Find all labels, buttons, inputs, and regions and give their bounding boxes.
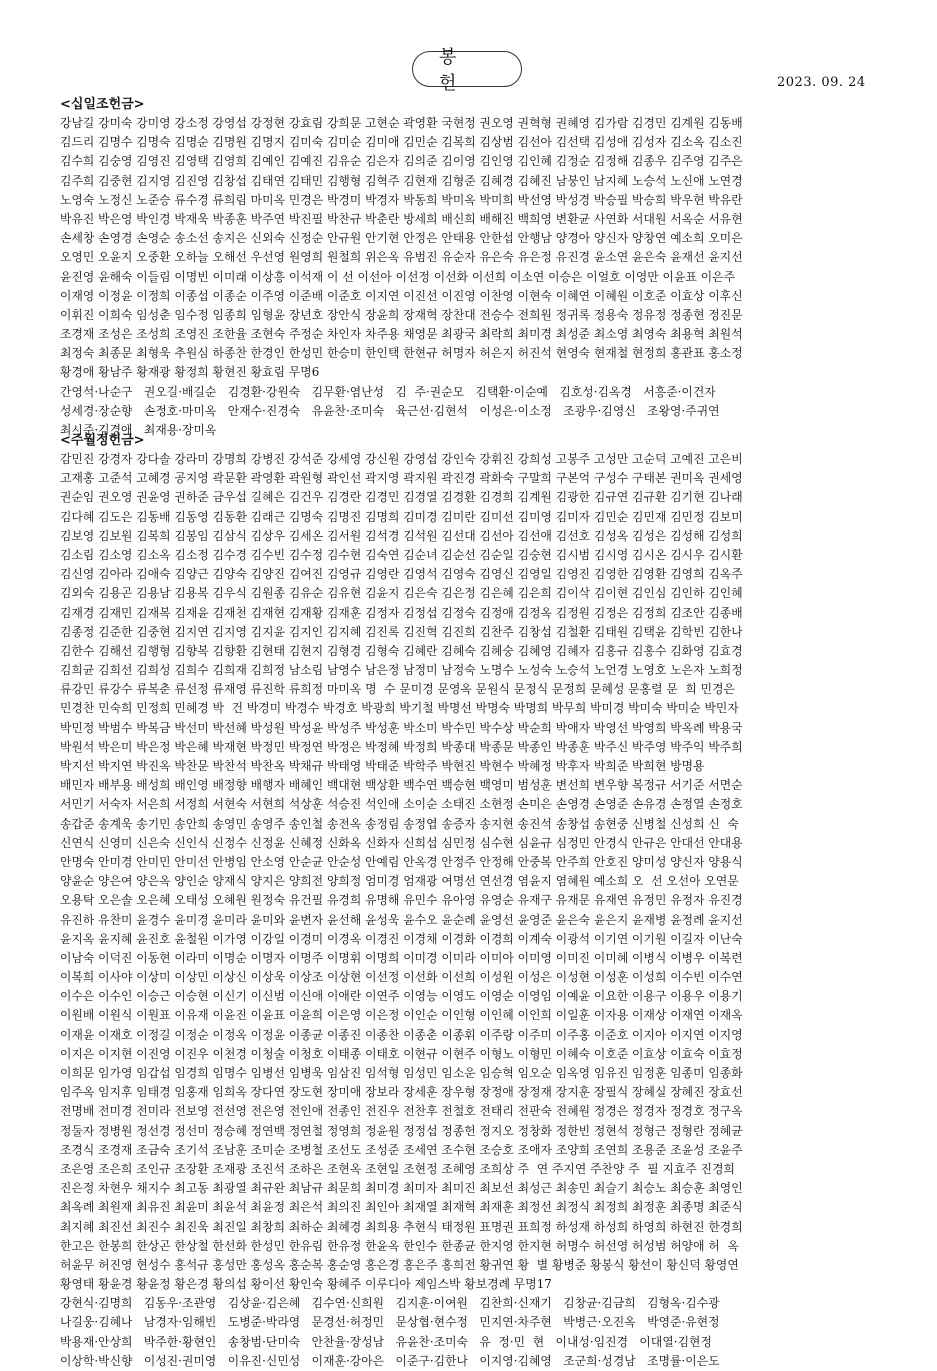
name-line: 권순임 권오영 권윤영 권하준 금우섭 길혜은 김건우 김경란 김경민 김경열 김경환 김경희 김계원 김광한 김규연 김규환 김기현 김나래 bbox=[60, 490, 743, 505]
name-line: 이원배 이원식 이원표 이유재 이윤진 이윤표 이윤희 이은영 이은정 이인순 이인형 이인혜 이인희 이일훈 이자용 이재상 이재연 이재옥 bbox=[60, 1008, 743, 1023]
page-title: 봉 헌 bbox=[412, 51, 522, 87]
name-line: 안명숙 안미경 안미민 안미선 안병임 안소영 안순균 안순성 안예림 안옥경 안정주 안정해 안중복 안주희 안호진 양미성 양신자 양용식 bbox=[60, 854, 743, 869]
name-line: 서민기 서숙자 서은희 서정희 서현숙 서현희 석상훈 석승진 석인애 소이순 소태진 소현정 손미은 손영경 손영준 손유경 손정열 손정호 bbox=[60, 797, 743, 812]
name-line: 고재홍 고준석 고혜경 공지영 곽문환 곽영환 곽원형 곽인선 곽지영 곽지원 곽진경 곽화숙 구말희 구본억 구성수 구태본 권미옥 권세영 bbox=[60, 471, 743, 486]
name-line: 노영숙 노정신 노준승 류수경 류희림 마미옥 민경은 박경미 박경자 박동희 박미옥 박미희 박선영 박성경 박승필 박승희 박우현 박유란 bbox=[60, 192, 743, 207]
section-heading: <주월정헌금> bbox=[60, 433, 145, 448]
name-line: 송갑준 송계욱 송기민 송안희 송영민 송영주 송인철 송전옥 송정림 송정엽 송증자 송지현 송진석 송창섭 송현중 신병철 신성희 신 숙 bbox=[60, 816, 739, 831]
name-line: 강남길 강미숙 강미영 강소정 강영섭 강정현 강효림 강희문 고현순 곽영환 국현정 권오영 권혁형 권혜영 김가람 김경민 김계원 김동배 bbox=[60, 116, 743, 130]
name-line: 김드리 김명수 김명숙 김명순 김명원 김명지 김미숙 김미순 김미애 김민순 김복희 김상범 김선아 김선택 김성애 김성자 김소옥 김소진 bbox=[60, 135, 743, 150]
name-line: 임주옥 임지후 임태경 임홍재 임희옥 장다연 장도현 장미애 장보라 장세훈 장우형 장정애 장정재 장지훈 장필식 장혜실 장혜진 장효선 bbox=[60, 1085, 743, 1100]
tithe-offering-section bbox=[60, 95, 880, 440]
name-line: 진은정 차현우 채지수 최고동 최광열 최규완 최남규 최문희 최미경 최미자 최미진 최보선 최성근 최송민 최슬기 최승노 최승훈 최영인 bbox=[60, 1181, 743, 1196]
name-line: 김한수 김해선 김행형 김향복 김향환 김현태 김현지 김형경 김형숙 김혜란 김혜숙 김혜숭 김혜영 김혜자 김홍규 김홍수 김화영 김효경 bbox=[60, 643, 743, 658]
name-line: 최정숙 최종문 최형욱 추원심 하종찬 한경인 한성민 한승미 한인택 한현규 허명자 허은지 허진석 현영숙 현재철 현정희 홍관표 홍소정 bbox=[60, 346, 743, 361]
name-line: 윤진영 윤해숙 이들림 이명빈 이미래 이상흥 이석재 이 선 이선아 이선정 이선화 이선희 이소연 이승은 이얼호 이영만 이윤표 이은주 bbox=[60, 269, 736, 284]
name-line: 박유진 박은영 박인경 박재욱 박종훈 박주연 박진필 박찬규 박춘란 방세희 배신희 배해진 백희영 변환균 사연화 서대원 서옥순 서유현 bbox=[60, 211, 743, 226]
name-line: 김신영 김아라 김애숙 김양근 김양숙 김양진 김여진 김영규 김영란 김영석 김영숙 김영신 김영일 김영진 김영한 김영환 김영희 김옥주 bbox=[60, 567, 743, 582]
name-line: 황경애 황남주 황재광 황정희 황현진 황효림 무명6 bbox=[60, 365, 320, 380]
name-line: 정둘자 정병원 정선경 정선미 정승혜 정연백 정연철 정영희 정윤원 정정섭 정종헌 정지오 정창화 정한빈 정현석 정형근 정형란 정혜균 bbox=[60, 1123, 743, 1138]
name-line: 김희균 김희선 김희성 김희수 김희재 김희정 남소림 남영수 남은정 남정미 남정숙 노명수 노성숙 노승석 노언경 노영호 노은자 노희정 bbox=[60, 663, 743, 678]
name-line: 오용탁 오은솔 오은혜 오태성 오혜원 원정숙 유건필 유경희 유명해 유민수 유아영 유영순 유재구 유재문 유재연 유정민 유정자 유진경 bbox=[60, 893, 743, 908]
name-line: 이지은 이지현 이진영 이진우 이천경 이청술 이청호 이태종 이태호 이현규 이현주 이형노 이형민 이혜숙 이호준 이효상 이효숙 이효정 bbox=[60, 1046, 743, 1061]
name-line: 조경재 조성은 조성희 조영진 조한율 조현숙 주정순 차인자 차주용 채영문 최광국 최락희 최미경 최성준 최소영 최영숙 최용혁 최원석 bbox=[60, 327, 743, 342]
name-line: 전명배 전미경 전미라 전보영 전선영 전은영 전인애 전종인 전진우 전찬후 전철호 전태리 전판숙 전혜원 정경은 정경자 정경호 정구옥 bbox=[60, 1104, 743, 1119]
name-line: 이상학·박신향 이성진·권미영 이유진·신민성 이재훈·강아은 이준구·김한나 이지영·김혜영 조군희·성경남 조명률·이은도 bbox=[60, 1353, 720, 1368]
name-line: 조은영 조은희 조인규 조장환 조재광 조진석 조하은 조현옥 조현일 조현정 조혜영 조희상 주 연 주지연 주찬양 주 필 지효주 진경희 bbox=[60, 1161, 735, 1176]
name-line: 김보영 김보원 김복희 김봉임 김삼식 김상우 김세온 김서원 김석경 김석원 김선대 김선아 김선애 김선호 김성옥 김성은 김성해 김성희 bbox=[60, 528, 743, 543]
name-line: 김소림 김소영 김소옥 김소정 김수경 김수빈 김수정 김수현 김숙연 김순녀 김순선 김순일 김숭현 김시범 김시영 김시온 김시우 김시환 bbox=[60, 547, 743, 562]
name-line: 박민정 박범수 박복금 박선미 박선혜 박성원 박성윤 박성주 박성훈 박소미 박수민 박수상 박순희 박애자 박영선 박영희 박옥례 박용국 bbox=[60, 720, 743, 735]
name-line: 간영석·나순구 권오길·배길순 김경환·강원숙 김무환·염난성 김 주·권순모 김택환·이순예 김호성·김옥경 서흥준·이건자 bbox=[60, 384, 716, 399]
name-line: 유진하 유찬미 윤경수 윤미경 윤미라 윤미와 윤변자 윤선해 윤성욱 윤수오 윤순례 윤영선 윤영준 윤은숙 윤은지 윤재병 윤정례 윤지선 bbox=[60, 912, 743, 927]
name-line: 허윤무 허진영 현성수 홍석규 홍성만 홍성옥 홍순복 홍순영 홍은경 홍은주 홍희전 황귀연 황 별 황병준 황봉식 황선이 황신덕 황영연 bbox=[60, 1257, 739, 1272]
name-line: 민경찬 민숙희 민정희 민혜경 박 건 박경미 박경수 박경호 박광희 박기철 박명선 박명숙 박명희 박무희 박미경 박미숙 박미순 박민자 bbox=[60, 701, 739, 716]
name-line: 배민자 배부용 배성희 배인영 배정향 배행자 배혜인 백대현 백상환 백수연 백승현 백영미 범성훈 변선희 변우향 복정규 서기준 서면순 bbox=[60, 778, 743, 793]
name-line: 성세경·장순향 손정호·마미옥 안재수·진경숙 유윤찬·조미숙 육근선·김현석 이성은·이소정 조광우·김영신 조왕영·주귀연 bbox=[60, 403, 720, 418]
name-line: 이재윤 이재호 이정길 이정순 이정옥 이정윤 이종균 이종진 이종찬 이종춘 이종휘 이주랑 이주미 이주홍 이준호 이지아 이지연 이지영 bbox=[60, 1027, 743, 1042]
name-line: 황영태 황윤경 황윤정 황은경 황의섭 황이선 황인숙 황혜주 이루디아 제임스박 황보경례 무명17 bbox=[60, 1277, 552, 1292]
name-line: 김수희 김숭영 김영진 김영택 김영희 김예인 김예진 김유순 김은자 김의준 김이영 김인영 김인혜 김정순 김정해 김종우 김주영 김주은 bbox=[60, 154, 743, 169]
name-line: 나길웅·김혜나 남경자·임해빈 도병준·박라영 문경선·허정민 문상협·현수정 민지연·차주현 박병근·오진옥 박영준·유현정 bbox=[60, 1315, 720, 1330]
name-line: 이재영 이정윤 이정희 이종섭 이종순 이주영 이준배 이준호 이지연 이진선 이진영 이찬영 이현숙 이혜연 이혜원 이호준 이효상 이후신 bbox=[60, 288, 743, 303]
name-line: 김다혜 김도은 김동배 김동영 김동환 김래근 김명숙 김명진 김명희 김미경 김미란 김미선 김미영 김미자 김민순 김민재 김민정 김보미 bbox=[60, 509, 743, 524]
name-line: 감민진 강경자 강다솔 강라미 강명희 강병진 강석준 강세영 강신원 강영섭 강인숙 강휘진 강희성 고봉주 고성만 고순덕 고예진 고은비 bbox=[60, 452, 743, 466]
service-date: 2023. 09. 24 bbox=[777, 75, 866, 90]
name-line: 이희문 임가영 임갑섭 임경희 임명수 임병선 임병욱 임삼진 임석형 임성민 임소운 임승혁 임오순 임옥영 임유진 임정훈 임종미 임종화 bbox=[60, 1066, 743, 1080]
weekly-monthly-offering-section bbox=[60, 431, 880, 1371]
name-line: 강현식·김명희 김동우·조관영 김상윤·김은혜 김수연·신희원 김지훈·이여원 김찬희·신재기 김창균·김금희 김형옥·김수광 bbox=[60, 1296, 720, 1311]
name-line: 최지혜 최진선 최진수 최진욱 최진일 최창희 최하순 최혜경 최희용 추현식 태정원 표명권 표희정 하성재 하성희 하영희 하현진 한경희 bbox=[60, 1219, 743, 1234]
name-line: 이수은 이수인 이승근 이승현 이신기 이신범 이신애 이애란 이연주 이영능 이영도 이영순 이영임 이예윤 이요한 이용구 이용우 이용기 bbox=[60, 989, 743, 1004]
name-line: 김종정 김준한 김중현 김지연 김지영 김지윤 김지인 김지혜 김진록 김진혁 김진희 김찬주 김창섭 김철환 김태원 김택윤 김학빈 김한나 bbox=[60, 624, 743, 639]
name-line: 김외숙 김용곤 김용남 김용복 김우식 김원종 김유순 김유현 김윤지 김은숙 김은정 김은혜 김은희 김이삭 김이현 김인심 김인하 김인혜 bbox=[60, 586, 743, 601]
name-line: 이휘진 이희숙 임성춘 임수정 임종희 임형윤 장년호 장안식 장윤희 장재혁 장찬대 전승수 전희원 정귀록 정용숙 정유정 정종현 정진문 bbox=[60, 307, 743, 322]
name-line: 최옥례 최원재 최유진 최윤미 최윤석 최윤정 최은석 최의진 최인아 최재열 최재혁 최재훈 최정선 최정식 최정희 최정훈 최종명 최준식 bbox=[60, 1200, 743, 1215]
name-line: 류강민 류강수 류복춘 류선정 류재영 류진학 류희정 마미옥 명 수 문미경 문영옥 문원식 문정식 문정희 문혜성 문홍렬 문 희 민경은 bbox=[60, 682, 735, 697]
name-list bbox=[60, 450, 880, 1371]
name-line: 한고은 한봉희 한상곤 한상철 한선화 한성민 한유림 한유정 한윤옥 한인수 한종균 한지영 한지현 허명수 허선영 허성범 허양애 허 옥 bbox=[60, 1238, 739, 1253]
name-line: 박지선 박지연 박진옥 박찬문 박찬석 박찬옥 박채규 박태영 박태준 박학주 박현진 박현수 박혜정 박후자 박희준 박희현 방명용 bbox=[60, 759, 705, 773]
name-line: 이복희 이사야 이상미 이상민 이상신 이상욱 이상조 이상현 이선정 이선화 이선희 이성원 이성은 이성현 이성훈 이성희 이수빈 이수연 bbox=[60, 970, 743, 985]
name-line: 오영민 오윤지 오중환 오하늘 오해선 우선영 원영희 원철희 위은옥 유범진 유순자 유은숙 유은정 유진경 윤소연 윤은숙 윤재선 윤지선 bbox=[60, 250, 743, 265]
name-line: 윤지옥 윤지혜 윤진호 윤철원 이가영 이강일 이경미 이경옥 이경진 이경채 이경화 이경희 이계숙 이광석 이기연 이기원 이길자 이난숙 bbox=[60, 931, 743, 946]
name-list bbox=[60, 114, 880, 440]
name-line: 박용재·안상희 박주한·황현인 송창범·단미숙 안찬율·장성남 유윤찬·조미숙 유 정·민 현 이내성·임진경 이대열·김현정 bbox=[60, 1334, 712, 1349]
name-line: 이남숙 이덕진 이동현 이라미 이명순 이명자 이명주 이명휘 이명희 이미경 이미라 이미아 이미영 이미진 이미혜 이병식 이병우 이복련 bbox=[60, 950, 743, 965]
name-line: 김주희 김중현 김지영 김진영 김창섭 김태연 김태민 김행형 김혁주 김현재 김형준 김혜경 김혜진 남붕인 남지혜 노승석 노신애 노연경 bbox=[60, 173, 743, 188]
name-line: 손세창 손영경 손영순 송소선 송지은 신외숙 신정순 안규원 안기현 안정은 안태용 안한섭 안행남 양경아 양신자 양창연 예소희 오미은 bbox=[60, 231, 743, 246]
name-line: 박원석 박은미 박은정 박은혜 박재현 박정민 박정연 박정은 박정혜 박정희 박종대 박종문 박종인 박종훈 박주신 박주영 박주익 박주희 bbox=[60, 739, 743, 754]
name-line: 조경식 조경재 조금숙 조기석 조남훈 조미순 조병철 조선도 조성준 조세연 조수현 조승호 조애자 조양희 조연희 조용준 조윤성 조윤주 bbox=[60, 1142, 743, 1157]
name-line: 신연식 신영미 신은숙 신인식 신정수 신정윤 신혜정 신화옥 신화자 신희섭 심민정 심수현 심윤규 심정민 안경식 안규은 안대선 안대용 bbox=[60, 835, 743, 850]
name-line: 양윤순 양은여 양은옥 양인순 양재식 양지은 양희전 양희정 엄미경 엄재광 여명선 연선경 염윤지 염혜원 예소희 오 선 오선아 오연문 bbox=[60, 874, 739, 889]
name-line: 김재경 김재민 김재복 김재윤 김재천 김재현 김재황 김재훈 김정자 김정섭 김정숙 김정애 김정옥 김정원 김정은 김정희 김조안 김종배 bbox=[60, 605, 743, 620]
section-heading: <십일조헌금> bbox=[60, 97, 145, 112]
name-line: 최시준·김경애 최재용·장미옥 bbox=[60, 423, 217, 437]
